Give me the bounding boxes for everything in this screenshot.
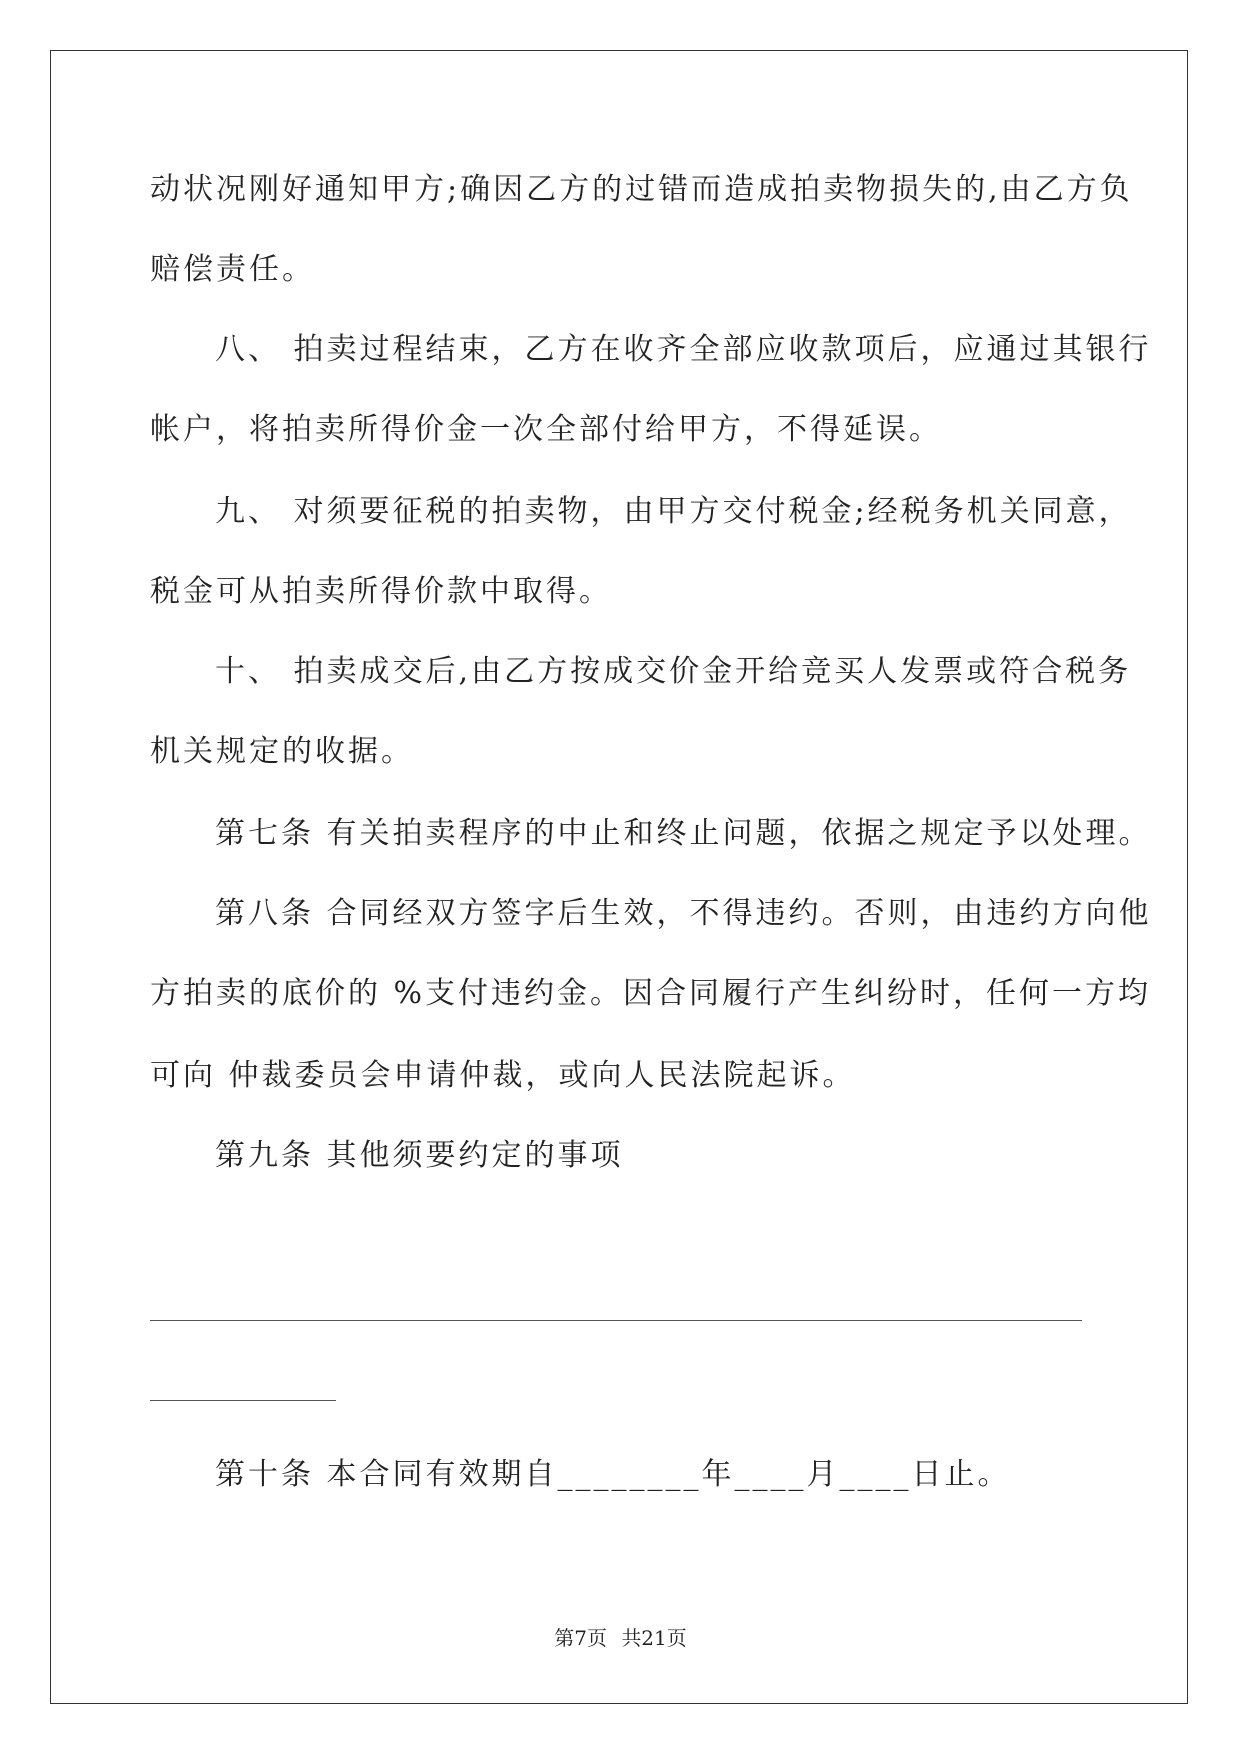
text-line-2: 赔偿责任。 bbox=[150, 252, 315, 287]
text-line-3: 八、 拍卖过程结束，乙方在收齐全部应收款项后，应通过其银行 bbox=[215, 332, 1152, 367]
text-line-8: 机关规定的收据。 bbox=[150, 734, 414, 769]
text-line-9: 第七条 有关拍卖程序的中止和终止问题，依据之规定予以处理。 bbox=[215, 816, 1152, 851]
text-line-10: 第八条 合同经双方签字后生效，不得违约。否则，由违约方向他 bbox=[215, 896, 1152, 931]
text-line-12: 可向 仲裁委员会申请仲裁，或向人民法院起诉。 bbox=[150, 1058, 856, 1093]
text-line-14: 第十条 本合同有效期自________年____月____日止。 bbox=[215, 1457, 1011, 1492]
text-line-5: 九、 对须要征税的拍卖物，由甲方交付税金;经税务机关同意， bbox=[215, 494, 1132, 529]
page-number: 第7页 bbox=[554, 1626, 607, 1650]
text-line-6: 税金可从拍卖所得价款中取得。 bbox=[150, 574, 612, 609]
page-total: 共21页 bbox=[621, 1626, 687, 1650]
text-line-7: 十、 拍卖成交后,由乙方按成交价金开给竞买人发票或符合税务 bbox=[215, 654, 1132, 689]
page-footer bbox=[0, 1622, 1241, 1651]
text-line-1: 动状况刚好通知甲方;确因乙方的过错而造成拍卖物损失的,由乙方负 bbox=[150, 172, 1133, 207]
blank-rule-short bbox=[150, 1400, 336, 1401]
blank-rule-long bbox=[150, 1320, 1082, 1321]
text-line-4: 帐户，将拍卖所得价金一次全部付给甲方，不得延误。 bbox=[150, 412, 942, 447]
text-line-11: 方拍卖的底价的 %支付违约金。因合同履行产生纠纷时，任何一方均 bbox=[150, 976, 1152, 1011]
text-line-13: 第九条 其他须要约定的事项 bbox=[215, 1138, 624, 1173]
